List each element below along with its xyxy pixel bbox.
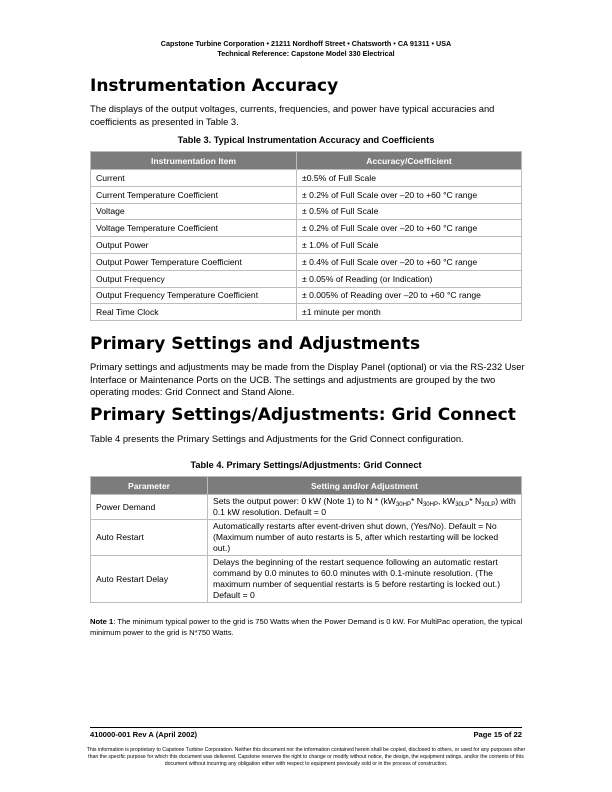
page-footer <box>90 727 522 739</box>
table3-item: Current Temperature Coefficient <box>91 186 297 203</box>
table3-value: ± 0.2% of Full Scale over –20 to +60 °C range <box>297 220 522 237</box>
table3-item: Voltage <box>91 203 297 220</box>
table3-value: ±1 minute per month <box>297 304 522 321</box>
table4-setting: Automatically restarts after event-driven shut down, (Yes/No). Default = No (Maximum number of auto restarts is 5, after which restarting will be locked out.) <box>208 520 522 556</box>
table-row <box>91 203 522 220</box>
document-title: Technical Reference: Capstone Model 330 Electrical <box>217 48 395 58</box>
note-text: : The minimum typical power to the grid is 750 Watts when the Power Demand is 0 kW. For MultiPac operation, the typical minimum power to the grid is N*750 Watts. <box>90 617 523 637</box>
section-body-primary-settings: Primary settings and adjustments may be made from the Display Panel (optional) or via the RS-232 User Interface or Maintenance Ports on the UCB. The settings and adjustments are grouped by the two operating modes: Grid Connect and Stand Alone. <box>90 361 525 397</box>
table4-header-setting: Setting and/or Adjustment <box>208 477 522 495</box>
table-row <box>91 287 522 304</box>
table3-item: Output Power Temperature Coefficient <box>91 253 297 270</box>
section-body-grid-connect: Table 4 presents the Primary Settings and Adjustments for the Grid Connect configuration. <box>90 433 464 444</box>
section-title-primary-settings: Primary Settings and Adjustments <box>90 334 421 354</box>
table4-caption: Table 4. Primary Settings/Adjustments: Grid Connect <box>190 460 422 470</box>
table4-parameter: Auto Restart Delay <box>91 556 208 603</box>
table-row <box>91 186 522 203</box>
table3-value: ± 0.2% of Full Scale over –20 to +60 °C range <box>297 186 522 203</box>
table3-value: ± 1.0% of Full Scale <box>297 237 522 254</box>
table-row <box>91 253 522 270</box>
table3 <box>90 151 522 321</box>
table3-value: ±0.5% of Full Scale <box>297 170 522 187</box>
table3-header-accuracy: Accuracy/Coefficient <box>297 152 522 170</box>
table3-caption: Table 3. Typical Instrumentation Accuracy and Coefficients <box>177 135 435 145</box>
table3-item: Output Frequency <box>91 270 297 287</box>
page-header <box>0 39 612 58</box>
table3-value: ± 0.05% of Reading (or Indication) <box>297 270 522 287</box>
table-row <box>91 270 522 287</box>
table-row <box>91 520 522 556</box>
table4 <box>90 476 522 603</box>
note-label: Note 1 <box>90 617 114 626</box>
table3-header-item: Instrumentation Item <box>91 152 297 170</box>
table3-item: Output Power <box>91 237 297 254</box>
table4-setting: Sets the output power: 0 kW (Note 1) to N * ($kW_{30HP}*$ $N_{30HP}$, $kW_{30LP}*$ $N_{30LP}$) with 0.1 kW resolution. Default = 0 <box>208 495 522 520</box>
section-title-grid-connect: Primary Settings/Adjustments: Grid Connect <box>90 405 516 425</box>
table4-note <box>90 617 530 638</box>
table3-item: Current <box>91 170 297 187</box>
table3-header-row <box>91 152 522 170</box>
table-row <box>91 304 522 321</box>
table-row <box>91 220 522 237</box>
table3-value: ± 0.005% of Reading over –20 to +60 °C range <box>297 287 522 304</box>
doc-revision: 410000-001 Rev A (April 2002) <box>90 730 198 739</box>
table3-value: ± 0.5% of Full Scale <box>297 203 522 220</box>
table4-parameter: Power Demand <box>91 495 208 520</box>
table-row <box>91 556 522 603</box>
page-number: Page 15 of 22 <box>473 730 522 739</box>
table4-parameter: Auto Restart <box>91 520 208 556</box>
company-address: Capstone Turbine Corporation • 21211 Nordhoff Street • Chatsworth • CA 91311 • USA <box>160 39 452 48</box>
table3-item: Output Frequency Temperature Coefficient <box>91 287 297 304</box>
section-title-instrumentation-accuracy: Instrumentation Accuracy <box>90 76 339 96</box>
table4-header-parameter: Parameter <box>91 477 208 495</box>
table3-item: Voltage Temperature Coefficient <box>91 220 297 237</box>
table-row <box>91 170 522 187</box>
table4-header-row <box>91 477 522 495</box>
table-row <box>91 237 522 254</box>
table3-value: ± 0.4% of Full Scale over –20 to +60 °C range <box>297 253 522 270</box>
section-body-instrumentation-accuracy: The displays of the output voltages, currents, frequencies, and power have typical accuracies and coefficients as presented in Table 3. <box>90 103 495 127</box>
table4-setting: Delays the beginning of the restart sequence following an automatic restart command by 0.0 minutes to 60.0 minutes with 0.1-minute resolution. (The maximum number of sequential restarts is 5 before restarting is locked out.) Default = 0 <box>208 556 522 603</box>
legal-notice: This information is proprietary to Capstone Turbine Corporation. Neither this document nor the information contained herein shall be copied, disclosed to others, or used for any purposes other than the specific purpose for which this document was delivered. Capstone reserves the right to change or modify without notice, the design, the equipment ratings, and/or the contents of this document without incurring any obligation either with respect to equipment previously sold or in the process of construction. <box>86 747 526 768</box>
table3-item: Real Time Clock <box>91 304 297 321</box>
table-row <box>91 495 522 520</box>
